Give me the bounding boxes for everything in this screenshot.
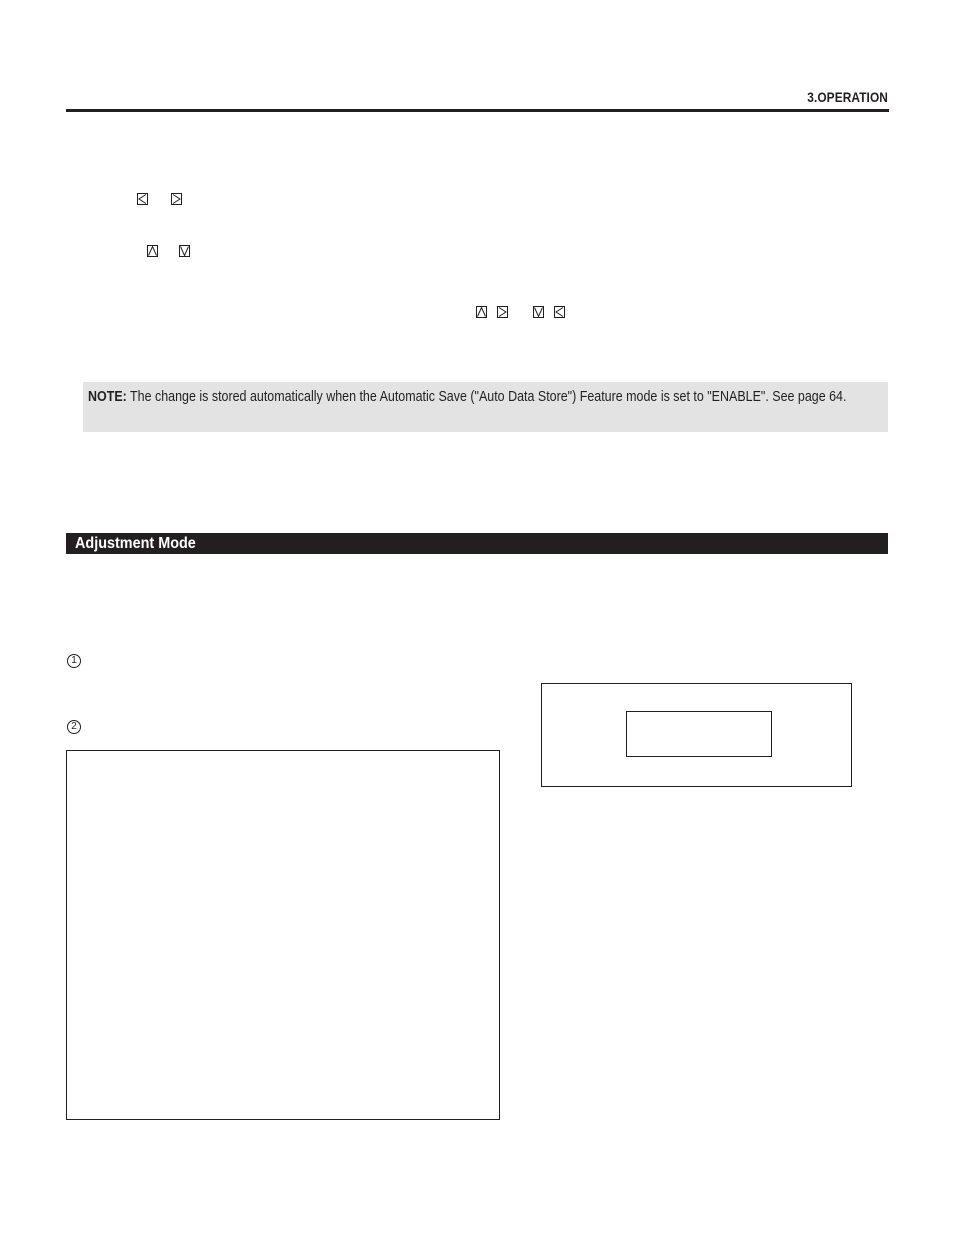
note-label: NOTE:	[88, 389, 127, 405]
section-title: Adjustment Mode	[75, 535, 196, 552]
right-key-icon	[171, 193, 182, 205]
up-key-icon	[147, 245, 158, 257]
menu-illustration-frame	[66, 750, 500, 1120]
note-box	[83, 382, 888, 432]
note-body: The change is stored automatically when the Automatic Save ("Auto Data Store") Feature mode is set to "ENABLE". See page 64.	[126, 389, 847, 405]
left-key-icon	[554, 306, 565, 318]
running-head: 3.OPERATION	[807, 89, 888, 105]
down-key-icon	[179, 245, 190, 257]
screen-menu-box	[626, 711, 772, 757]
left-key-icon	[137, 193, 148, 205]
header-rule	[66, 109, 889, 112]
step-number-2: 2	[67, 720, 81, 734]
note-text	[88, 386, 874, 408]
step-number-1: 1	[67, 654, 81, 668]
section-heading-bar	[66, 533, 888, 554]
right-key-icon	[497, 306, 508, 318]
up-key-icon	[476, 306, 487, 318]
down-key-icon	[533, 306, 544, 318]
